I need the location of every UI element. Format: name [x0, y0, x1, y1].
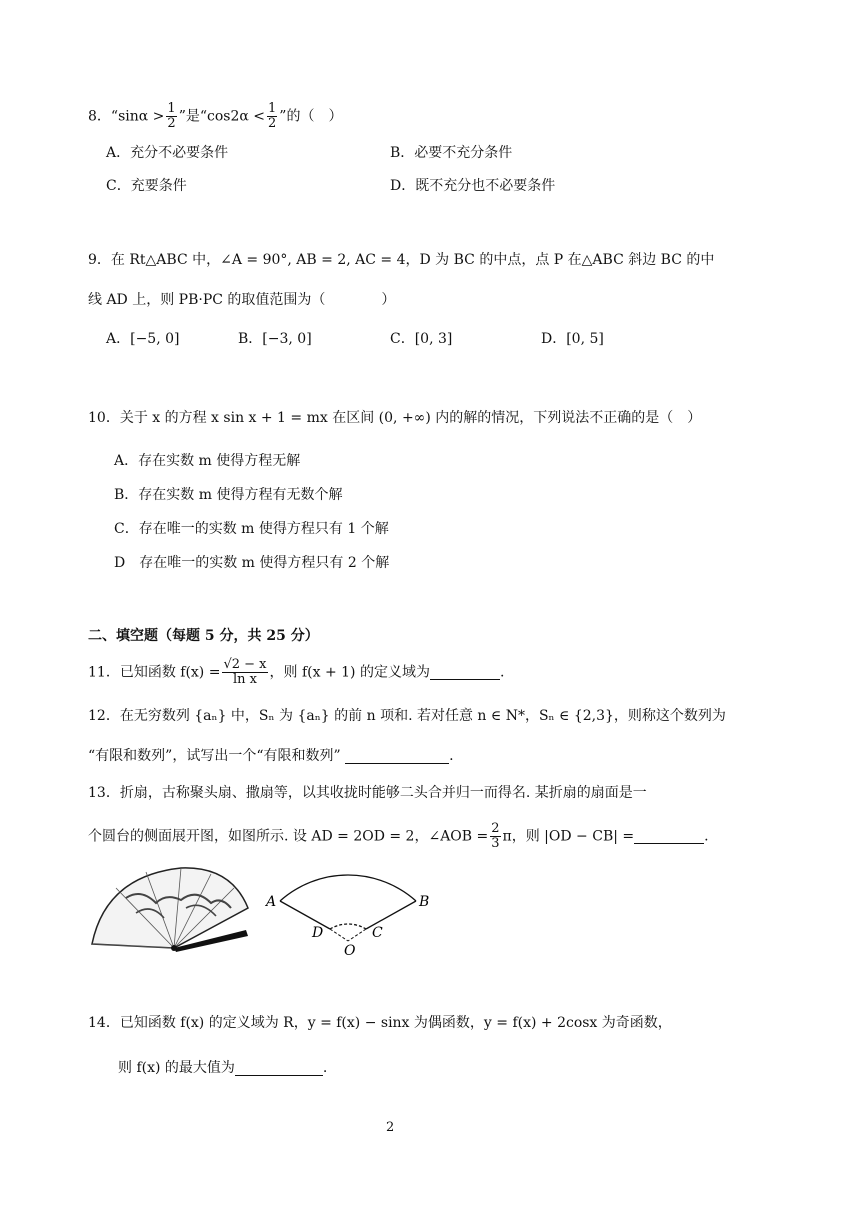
q9-option-d: D．[0, 5]	[541, 331, 604, 347]
label-C: C	[372, 925, 383, 941]
q13-answer-blank[interactable]	[634, 829, 704, 844]
q9-option-c: C．[0, 3]	[390, 331, 453, 347]
q12-answer-blank[interactable]	[345, 749, 449, 764]
q8-fraction-2	[267, 102, 277, 131]
q8-text-part1: “sinα >	[110, 108, 165, 125]
q11-fraction-denominator: ln x	[232, 672, 257, 687]
q10-option-c: C．存在唯一的实数 m 使得方程只有 1 个解	[114, 521, 389, 537]
q12-stem-line2	[88, 746, 454, 766]
q8-text-part2: ”是“cos2α <	[178, 108, 265, 125]
q10-option-d: D 存在唯一的实数 m 使得方程只有 2 个解	[114, 555, 390, 571]
q13-text-part1: 个圆台的侧面展开图，如图所示. 设 AD = 2OD = 2，∠AOB =	[88, 828, 489, 845]
q13-fraction-denominator: 3	[491, 836, 500, 851]
label-B: B	[419, 894, 430, 910]
q11-end: .	[499, 664, 505, 681]
label-D: D	[312, 925, 324, 941]
q11-answer-blank[interactable]	[430, 665, 500, 680]
q11-text-part2: ，则 f(x + 1) 的定义域为	[269, 664, 430, 681]
q11-stem	[88, 658, 504, 687]
q12-end: .	[449, 748, 454, 764]
label-A: A	[266, 894, 277, 910]
q11-text-part1: 11．已知函数 f(x) =	[88, 664, 221, 681]
q9-option-a: A．[−5, 0]	[106, 331, 180, 347]
q12-text: “有限和数列”，试写出一个“有限和数列”	[88, 748, 341, 764]
q13-stem-line1: 13．折扇，古称聚头扇、撒扇等，以其收拢时能够二头合并归一而得名. 某折扇的扇面是一	[88, 785, 647, 801]
q14-end: .	[322, 1060, 328, 1076]
q8-fraction-2-numerator: 1	[268, 101, 277, 116]
q8-stem	[88, 102, 342, 131]
q14-stem-line2	[118, 1058, 327, 1078]
q8-fraction-1	[166, 102, 176, 131]
q9-stem-line1: 9．在 Rt△ABC 中，∠A = 90°, AB = 2, AC = 4，D 为 BC 的中点，点 P 在△ABC 斜边 BC 的中	[88, 252, 715, 268]
q8-option-a: A．充分不必要条件	[106, 145, 229, 161]
section-heading-fill-in: 二、填空题（每题 5 分，共 25 分）	[88, 628, 319, 644]
q11-fraction-numerator: √2 − x	[223, 657, 267, 672]
q8-fraction-2-denominator: 2	[268, 116, 277, 131]
q10-option-b: B．存在实数 m 使得方程有无数个解	[114, 487, 343, 503]
q9-option-b: B．[−3, 0]	[238, 331, 312, 347]
q14-answer-blank[interactable]	[235, 1061, 323, 1076]
q13-fraction	[490, 822, 500, 851]
q10-option-a: A．存在实数 m 使得方程无解	[114, 453, 301, 469]
q13-end: .	[704, 828, 709, 845]
q14-text: 则 f(x) 的最大值为	[118, 1060, 235, 1076]
q13-fraction-numerator: 2	[491, 821, 500, 836]
q14-stem-line1: 14．已知函数 f(x) 的定义域为 R，y = f(x) − sinx 为偶函数，y = f(x) + 2cosx 为奇函数，	[88, 1015, 672, 1031]
q13-text-part2: π，则 |OD − CB| =	[502, 828, 635, 845]
q13-stem-line2	[88, 822, 709, 851]
q8-text-part3: ”的（ ）	[279, 108, 343, 125]
folding-fan-illustration	[86, 858, 256, 954]
q10-stem: 10．关于 x 的方程 x sin x + 1 = mx 在区间 (0, +∞) 内的解的情况，下列说法不正确的是（ ）	[88, 410, 702, 426]
page-number: 2	[386, 1120, 395, 1135]
q11-fraction	[222, 658, 267, 687]
q8-fraction-1-denominator: 2	[167, 116, 176, 131]
q8-option-d: D．既不充分也不必要条件	[390, 178, 556, 194]
q8-option-b: B．必要不充分条件	[390, 145, 513, 161]
q8-fraction-1-numerator: 1	[167, 101, 176, 116]
q8-option-c: C．充要条件	[106, 178, 187, 194]
sector-diagram	[262, 855, 438, 959]
q8-number: 8．	[88, 108, 111, 125]
q9-stem-line2: 线 AD 上，则 PB·PC 的取值范围为（ ）	[88, 292, 396, 308]
label-O: O	[344, 943, 356, 959]
q12-stem-line1: 12．在无穷数列 {aₙ} 中，Sₙ 为 {aₙ} 的前 n 项和. 若对任意 n ∈ N*，Sₙ ∈ {2,3}，则称这个数列为	[88, 708, 726, 724]
